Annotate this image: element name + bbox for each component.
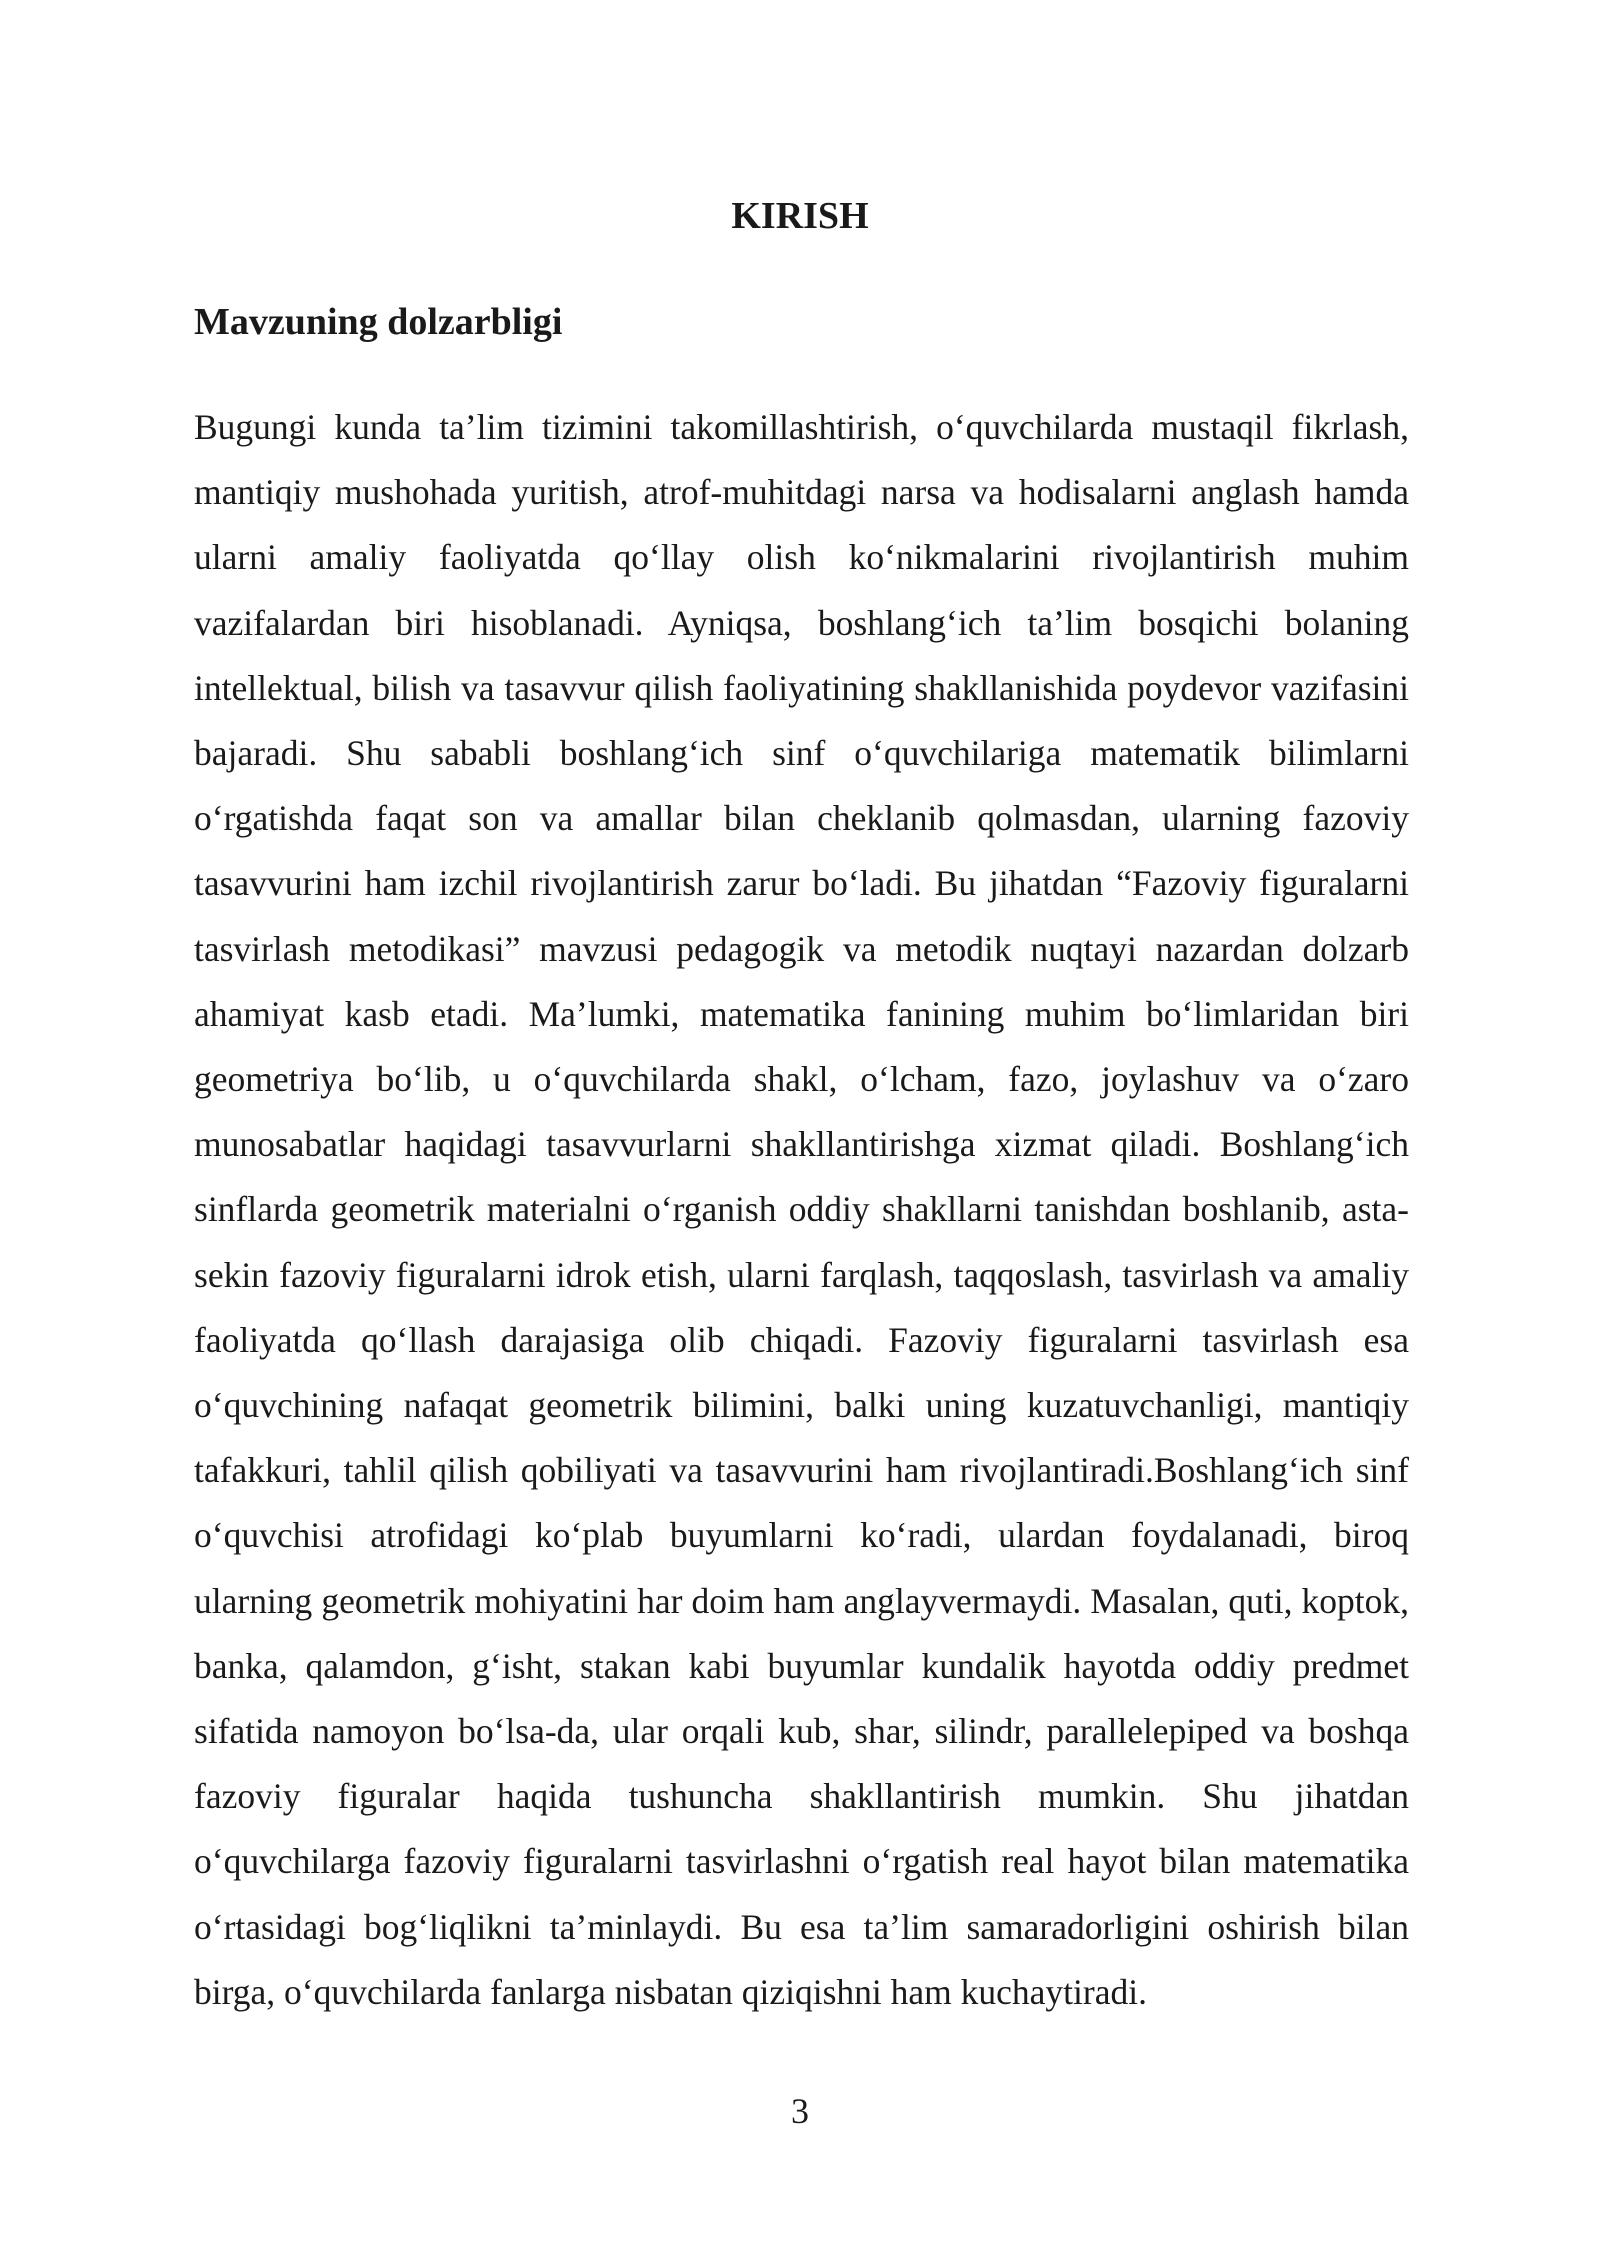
section-heading: Mavzuning dolzarbligi [194,301,563,343]
page-title: KIRISH [731,195,869,237]
body-paragraph: Bugungi kunda ta’lim tizimini takomillashtirish, o‘quvchilarda mustaqil fikrlash, mantiqiy mushohada yuritish, atrof-muhitdagi narsa va hodisalarni anglash hamda ularni amaliy faoliyatda qo‘llay olish ko‘nikmalarini rivojlantirish muhim vazifalardan biri hisoblanadi. Ayniqsa, boshlang‘ich ta’lim bosqichi bolaning intellektual, bilish va tasavvur qilish faoliyatining shakllanishida poydevor vazifasini bajaradi. Shu sababli boshlang‘ich sinf o‘quvchilariga matematik bilimlarni o‘rgatishda faqat son va amallar bilan cheklanib qolmasdan, ularning fazoviy tasavvurini ham izchil rivojlantirish zarur bo‘ladi. Bu jihatdan “Fazoviy figuralarni tasvirlash metodikasi” mavzusi pedagogik va metodik nuqtayi nazardan dolzarb ahamiyat kasb etadi. Ma’lumki, matematika fanining muhim bo‘limlaridan biri geometriya bo‘lib, u o‘quvchilarda shakl, o‘lcham, fazo, joylashuv va o‘zaro munosabatlar haqidagi tasavvurlarni shakllantirishga xizmat qiladi. Boshlang‘ich sinflarda geometrik materialni o‘rganish oddiy shakllarni tanishdan boshlanib, asta-sekin fazoviy figuralarni idrok etish, ularni farqlash, taqqoslash, tasvirlash va amaliy faoliyatda qo‘llash darajasiga olib chiqadi. Fazoviy figuralarni tasvirlash esa o‘quvchining nafaqat geometrik bilimini, balki uning kuzatuvchanligi, mantiqiy tafakkuri, tahlil qilish qobiliyati va tasavvurini ham rivojlantiradi.Boshlang‘ich sinf o‘quvchisi atrofidagi ko‘plab buyumlarni ko‘radi, ulardan foydalanadi, biroq ularning geometrik mohiyatini har doim ham anglayvermaydi. Masalan, quti, koptok, banka, qalamdon, g‘isht, stakan kabi buyumlar kundalik hayotda oddiy predmet sifatida namoyon bo‘lsa-da, ular orqali kub, shar, silindr, parallelepiped va boshqa fazoviy figuralar haqida tushuncha shakllantirish mumkin. Shu jihatdan o‘quvchilarga fazoviy figuralarni tasvirlashni o‘rgatish real hayot bilan matematika o‘rtasidagi bog‘liqlikni ta’minlaydi. Bu esa ta’lim samaradorligini oshirish bilan birga, o‘quvchilarda fanlarga nisbatan qiziqishni ham kuchaytiradi. [194,407,1409,2012]
page-number: 3 [791,2091,809,2131]
